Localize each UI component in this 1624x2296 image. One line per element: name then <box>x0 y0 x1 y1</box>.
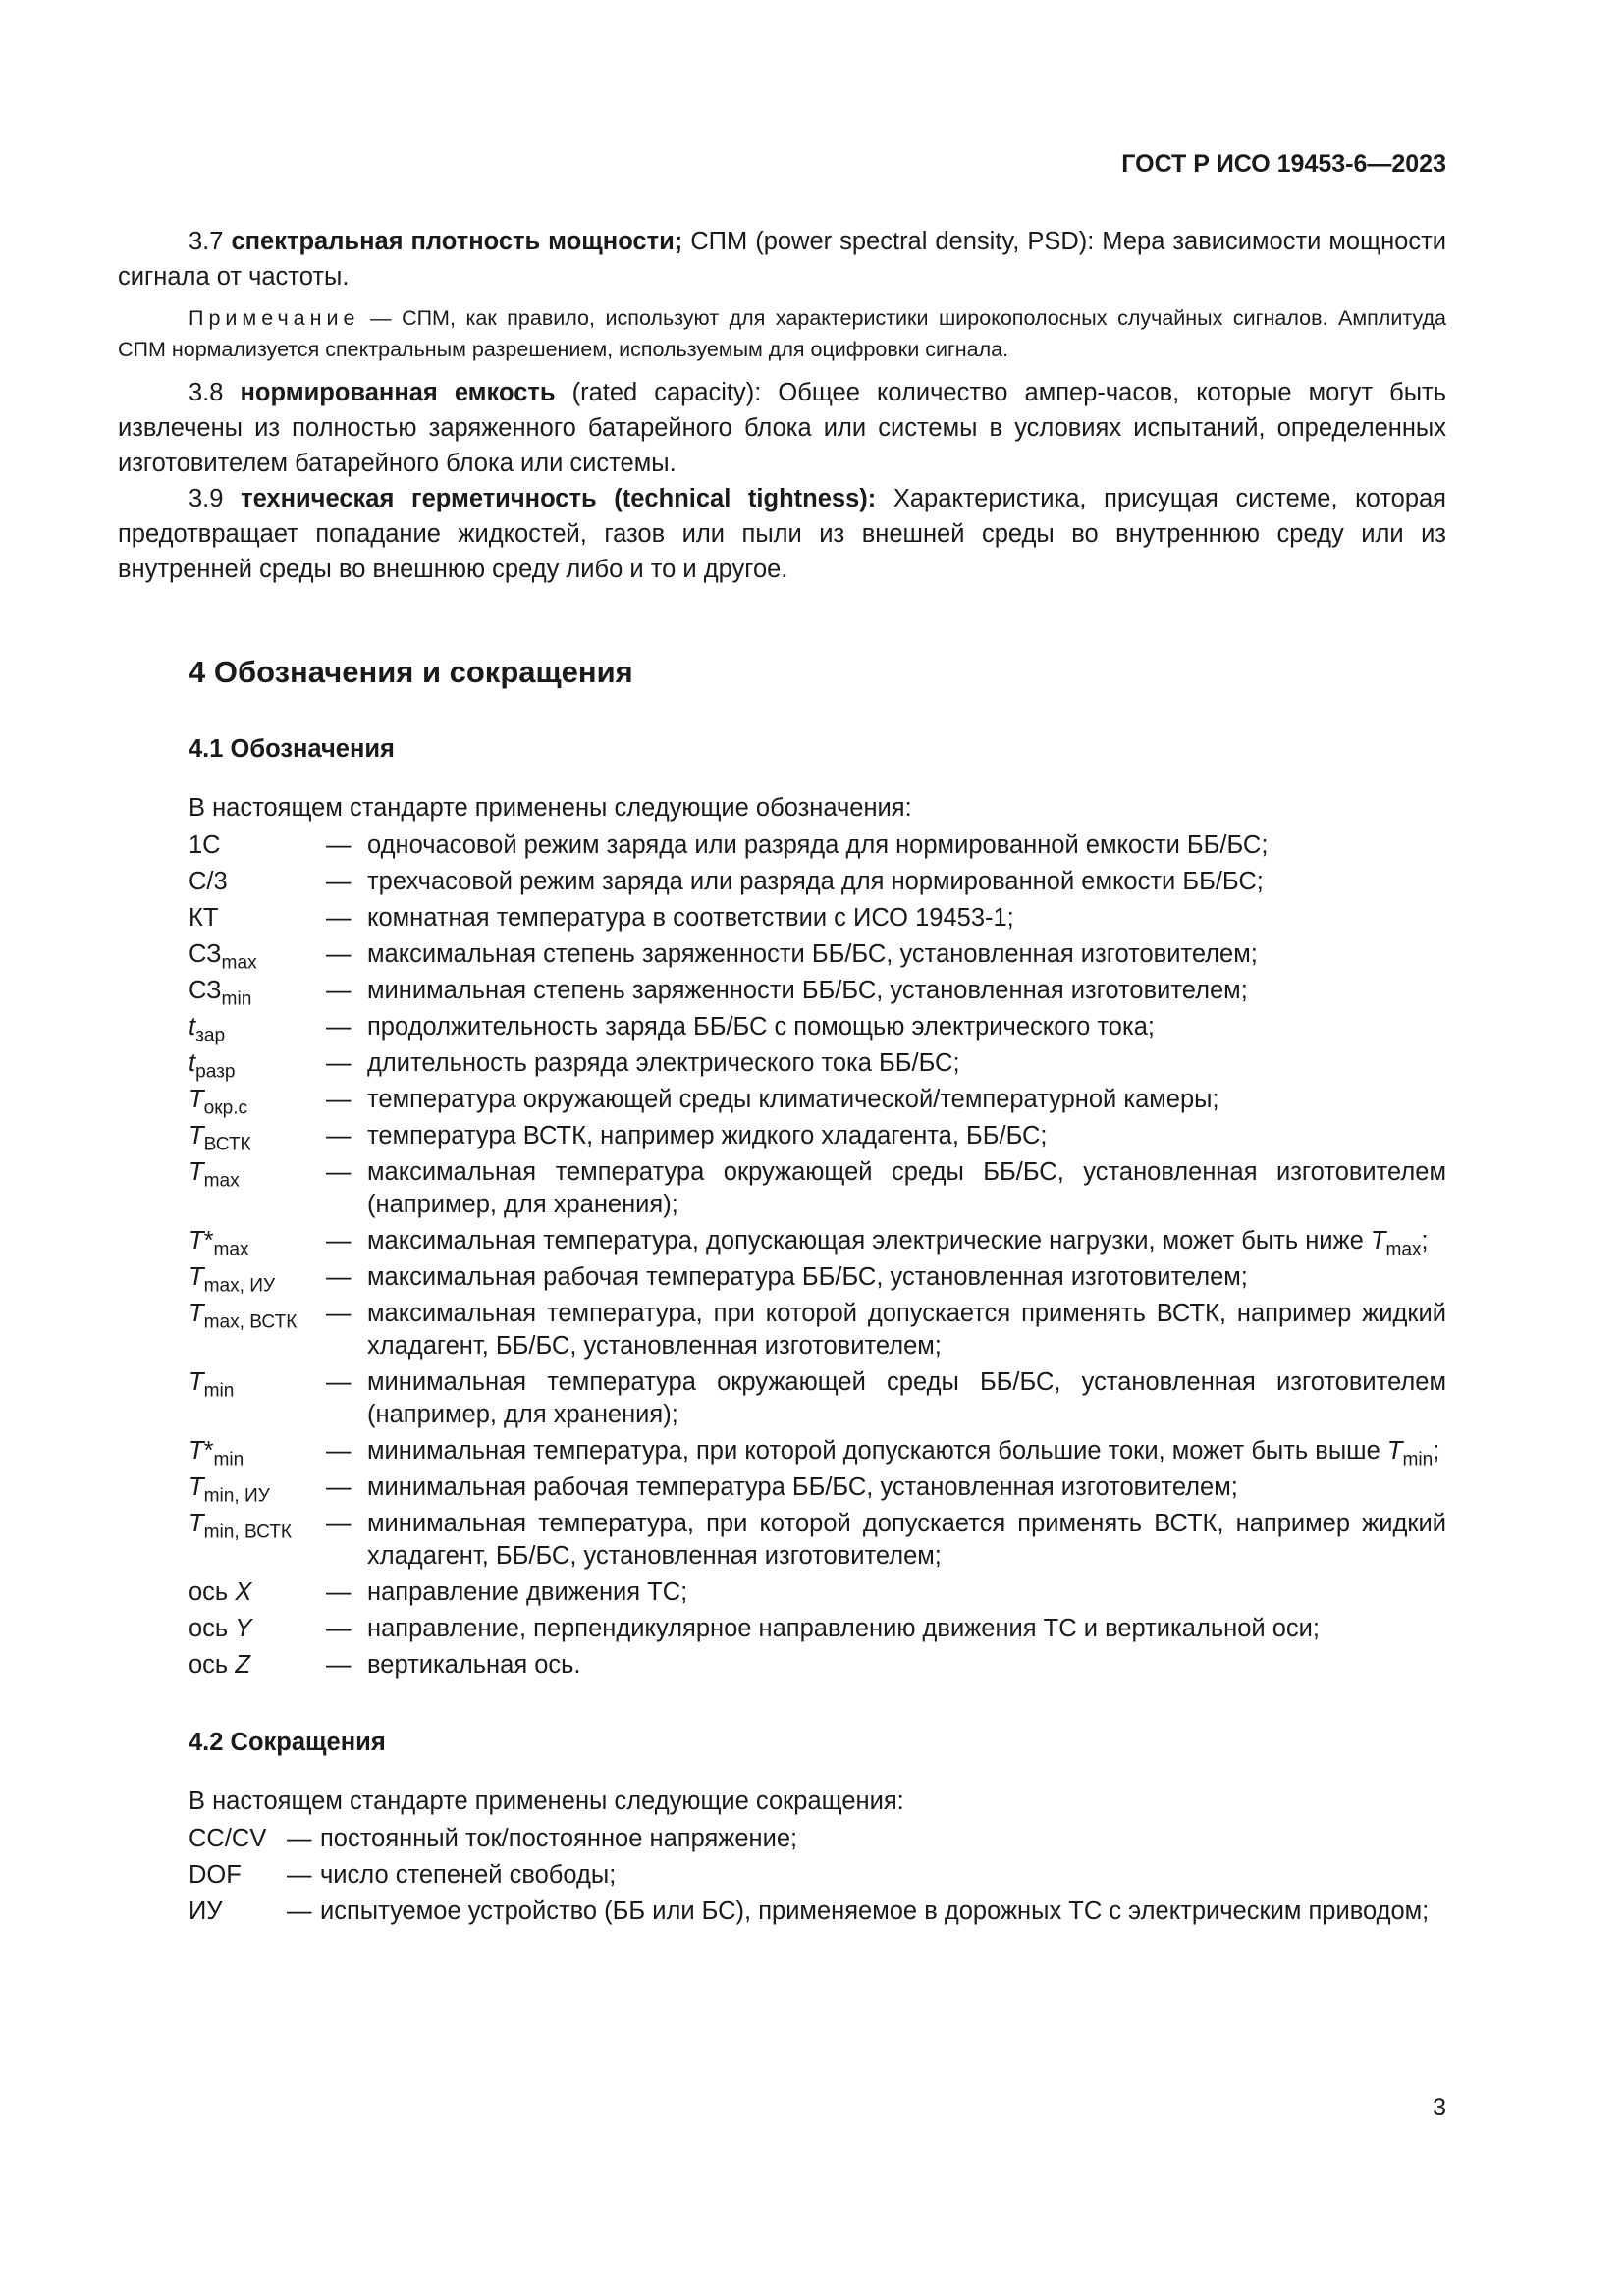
inline-symbol: T <box>1386 1437 1403 1465</box>
symbol-subscript: окр.с <box>203 1097 248 1119</box>
symbol-description <box>367 1084 1446 1120</box>
symbol-superscript: * <box>203 1437 214 1465</box>
symbol <box>189 1011 326 1047</box>
dash: — <box>326 1049 352 1077</box>
description-text: температура ВСТК, например жидкого хладагента, ББ/БС; <box>367 1122 1048 1149</box>
description-text: минимальная температура, при которой допускается применять ВСТК, например жидкий хладагент, ББ/БС, установленная изготовителем; <box>367 1510 1446 1570</box>
subsection-4-2-heading: 4.2 Сокращения <box>189 1729 386 1756</box>
symbol-axis: X <box>235 1578 252 1606</box>
symbol <box>189 1225 326 1261</box>
symbol-base: C/3 <box>189 868 228 895</box>
symbol-row <box>189 1084 1446 1120</box>
abbreviation-description: испытуемое устройство (ББ или БС), применяемое в дорожных ТС с электрическим приводом; <box>320 1897 1430 1925</box>
term-number: 3.8 <box>189 379 224 406</box>
symbol-base: T <box>189 1473 204 1501</box>
symbol-row <box>189 1156 1446 1225</box>
symbol-description <box>367 938 1446 975</box>
symbol-subscript: max, ИУ <box>203 1275 276 1297</box>
description-end: ; <box>1421 1227 1429 1255</box>
symbol-base: 1C <box>189 831 221 859</box>
symbol <box>189 1156 326 1225</box>
symbol-row <box>189 902 1446 938</box>
inline-subscript: min <box>1402 1449 1434 1470</box>
page-content <box>118 224 1446 1932</box>
symbols-intro: В настоящем стандарте применены следующие обозначения: <box>189 794 912 822</box>
symbol <box>189 975 326 1011</box>
symbol-description <box>367 1225 1446 1261</box>
symbol-subscript: min, ВСТК <box>203 1522 293 1543</box>
symbol-description <box>367 902 1446 938</box>
symbol-row <box>189 1366 1446 1435</box>
symbol-row <box>189 1225 1446 1261</box>
section-4-heading: 4 Обозначения и сокращения <box>189 655 633 689</box>
abbreviation-description: число степеней свободы; <box>320 1861 617 1889</box>
symbol-base: ось <box>189 1651 236 1679</box>
symbol-description <box>367 1471 1446 1508</box>
dash: — <box>326 1086 352 1113</box>
symbol <box>189 1613 326 1649</box>
symbol <box>189 938 326 975</box>
symbol-base: T <box>189 1368 204 1396</box>
symbol-base: T <box>189 1437 204 1465</box>
dash: — <box>326 1437 352 1465</box>
description-text: направление, перпендикулярное направлению движения ТС и вертикальной оси; <box>367 1615 1320 1642</box>
dash: — <box>326 868 352 895</box>
note <box>118 302 1446 365</box>
dash: — <box>326 1158 352 1186</box>
symbol <box>189 1084 326 1120</box>
symbol-row <box>189 1576 1446 1613</box>
symbol-axis: Z <box>235 1651 250 1679</box>
symbol-base: ось <box>189 1615 236 1642</box>
term-3-7 <box>118 224 1446 294</box>
symbol-row <box>189 1047 1446 1084</box>
dash: — <box>326 1227 352 1255</box>
symbol-description <box>367 1508 1446 1576</box>
term-definition: СПМ (power spectral density, PSD): Мера зависимости мощности сигнала от частоты. <box>118 228 1447 291</box>
symbol-row <box>189 1298 1446 1366</box>
symbol-row <box>189 1471 1446 1508</box>
description-text: максимальная температура, при которой допускается применять ВСТК, например жидкий хладагент, ББ/БС, установленная изготовителем; <box>367 1300 1446 1360</box>
description-text: максимальная температура окружающей среды ББ/БС, установленная изготовителем (например, для хранения); <box>367 1158 1446 1218</box>
symbol-row <box>189 1508 1446 1576</box>
symbol-row <box>189 975 1446 1011</box>
symbol <box>189 1120 326 1156</box>
symbol-axis: Y <box>235 1615 252 1642</box>
description-text: продолжительность заряда ББ/БС с помощью электрического тока; <box>367 1013 1155 1041</box>
symbol <box>189 829 326 866</box>
inline-symbol: T <box>1370 1227 1386 1255</box>
description-end: ; <box>1433 1437 1440 1465</box>
symbol-description <box>367 1120 1446 1156</box>
dash: — <box>287 1861 312 1889</box>
abbreviation-description: постоянный ток/постоянное напряжение; <box>320 1825 798 1852</box>
term-3-9 <box>118 481 1446 587</box>
symbol-subscript: min, ИУ <box>203 1485 270 1507</box>
symbol <box>189 866 326 902</box>
term-definition: Характеристика, присущая системе, которая предотвращает попадание жидкостей, газов или пыли из внешней среды во внутреннюю среду или из внутренней среды во внешнюю среду либо и то и другое. <box>118 485 1446 583</box>
symbol-subscript: min <box>213 1449 244 1470</box>
note-label: Примечание <box>189 306 360 330</box>
symbol-superscript: * <box>203 1227 214 1255</box>
symbol <box>189 1047 326 1084</box>
symbol-base: ось <box>189 1578 236 1606</box>
description-text: одночасовой режим заряда или разряда для нормированной емкости ББ/БС; <box>367 831 1269 859</box>
symbols-list <box>189 829 1446 1685</box>
symbol-description <box>367 829 1446 866</box>
symbol-base: СЗ <box>189 940 222 968</box>
symbol-base: T <box>189 1086 204 1113</box>
symbol <box>189 902 326 938</box>
symbol-description <box>367 866 1446 902</box>
term-definition: (rated capacity): Общее количество ампер-часов, которые могут быть извлечены из полностью заряженного батарейного блока или системы в условиях испытаний, определенных изготовителем батарейного блока или системы. <box>118 379 1446 477</box>
subsection-4-1-heading: 4.1 Обозначения <box>189 735 395 763</box>
symbol-row <box>189 829 1446 866</box>
description-text: минимальная степень заряженности ББ/БС, установленная изготовителем; <box>367 977 1248 1004</box>
symbol-subscript: ВСТК <box>203 1134 251 1155</box>
dash: — <box>326 1013 352 1041</box>
symbol-description <box>367 975 1446 1011</box>
symbol-description <box>367 1435 1446 1471</box>
document-id-header: ГОСТ Р ИСО 19453-6—2023 <box>1121 150 1446 178</box>
symbol-subscript: max <box>221 952 257 974</box>
abbreviations-intro: В настоящем стандарте применены следующие сокращения: <box>189 1788 904 1815</box>
inline-subscript: max <box>1385 1239 1422 1260</box>
symbol-base: T <box>189 1263 204 1291</box>
symbol-row <box>189 1011 1446 1047</box>
dash: — <box>326 1578 352 1606</box>
dash: — <box>326 940 352 968</box>
symbol <box>189 1471 326 1508</box>
description-text: трехчасовой режим заряда или разряда для нормированной емкости ББ/БС; <box>367 868 1264 895</box>
symbol-base: КТ <box>189 904 219 932</box>
symbol-base: t <box>189 1013 196 1041</box>
term-title: нормированная емкость <box>240 379 556 406</box>
dash: — <box>326 1122 352 1149</box>
dash: — <box>287 1825 312 1852</box>
symbol-row <box>189 1435 1446 1471</box>
term-3-8 <box>118 375 1446 481</box>
description-text: комнатная температура в соответствии с ИСО 19453-1; <box>367 904 1014 932</box>
symbol <box>189 1435 326 1471</box>
symbol-description <box>367 1156 1446 1225</box>
description-text: минимальная рабочая температура ББ/БС, установленная изготовителем; <box>367 1473 1238 1501</box>
abbreviation: CC/CV <box>189 1825 267 1852</box>
symbol-description <box>367 1649 1446 1685</box>
description-text: минимальная температура, при которой допускаются большие токи, может быть выше <box>367 1437 1380 1465</box>
abbreviation-row <box>189 1896 1446 1932</box>
symbol-subscript: разр <box>195 1061 236 1083</box>
description-text: минимальная температура окружающей среды ББ/БС, установленная изготовителем (например, для хранения); <box>367 1368 1446 1428</box>
symbol-row <box>189 938 1446 975</box>
description-text: длительность разряда электрического тока ББ/БС; <box>367 1049 960 1077</box>
symbol-row <box>189 866 1446 902</box>
page-number: 3 <box>1433 2094 1446 2121</box>
symbol-description <box>367 1298 1446 1366</box>
abbreviation: DOF <box>189 1861 242 1889</box>
symbol <box>189 1298 326 1366</box>
symbol <box>189 1366 326 1435</box>
symbol <box>189 1576 326 1613</box>
symbol-subscript: зар <box>195 1025 226 1046</box>
dash: — <box>287 1897 312 1925</box>
dash: — <box>326 1510 352 1537</box>
dash: — <box>326 1300 352 1327</box>
dash: — <box>326 1615 352 1642</box>
symbol-subscript: max, ВСТК <box>203 1311 298 1333</box>
abbreviations-list <box>189 1823 1446 1932</box>
symbol-row <box>189 1120 1446 1156</box>
symbol-subscript: max <box>203 1170 240 1192</box>
dash: — <box>326 831 352 859</box>
symbol-base: T <box>189 1158 204 1186</box>
abbreviation: ИУ <box>189 1897 223 1925</box>
term-number: 3.9 <box>189 485 224 512</box>
dash: — <box>326 977 352 1004</box>
symbol-description <box>367 1613 1446 1649</box>
symbol-base: T <box>189 1122 204 1149</box>
symbol-subscript: max <box>213 1239 249 1260</box>
symbol-description <box>367 1366 1446 1435</box>
symbol-base: T <box>189 1510 204 1537</box>
abbreviation-row <box>189 1823 1446 1859</box>
dash: — <box>326 1651 352 1679</box>
dash: — <box>326 1263 352 1291</box>
symbol-description <box>367 1047 1446 1084</box>
dash: — <box>326 904 352 932</box>
description-text: направление движения ТС; <box>367 1578 688 1606</box>
term-number: 3.7 <box>189 228 224 255</box>
description-text: максимальная рабочая температура ББ/БС, установленная изготовителем; <box>367 1263 1248 1291</box>
term-title: техническая герметичность (technical tightness): <box>241 485 877 512</box>
symbol-base: t <box>189 1049 196 1077</box>
symbol-description <box>367 1261 1446 1298</box>
symbol-description <box>367 1011 1446 1047</box>
description-text: максимальная степень заряженности ББ/БС, установленная изготовителем; <box>367 940 1258 968</box>
symbol-row <box>189 1261 1446 1298</box>
description-text: температура окружающей среды климатической/температурной камеры; <box>367 1086 1219 1113</box>
note-text: — СПМ, как правило, используют для характеристики широкополосных случайных сигналов. Амплитуда СПМ нормализуется спектральным разрешением, используемым для оцифровки сигнала. <box>118 306 1446 361</box>
symbol-subscript: min <box>203 1380 235 1402</box>
symbol-row <box>189 1613 1446 1649</box>
symbol-row <box>189 1649 1446 1685</box>
symbol-description <box>367 1576 1446 1613</box>
symbol <box>189 1649 326 1685</box>
dash: — <box>326 1368 352 1396</box>
term-title: спектральная плотность мощности; <box>231 228 683 255</box>
symbol-base: T <box>189 1300 204 1327</box>
symbol-base: T <box>189 1227 204 1255</box>
description-text: вертикальная ось. <box>367 1651 581 1679</box>
symbol <box>189 1261 326 1298</box>
symbol <box>189 1508 326 1576</box>
symbol-subscript: min <box>221 988 252 1010</box>
abbreviation-row <box>189 1859 1446 1896</box>
symbol-base: СЗ <box>189 977 222 1004</box>
dash: — <box>326 1473 352 1501</box>
description-text: максимальная температура, допускающая электрические нагрузки, может быть ниже <box>367 1227 1364 1255</box>
